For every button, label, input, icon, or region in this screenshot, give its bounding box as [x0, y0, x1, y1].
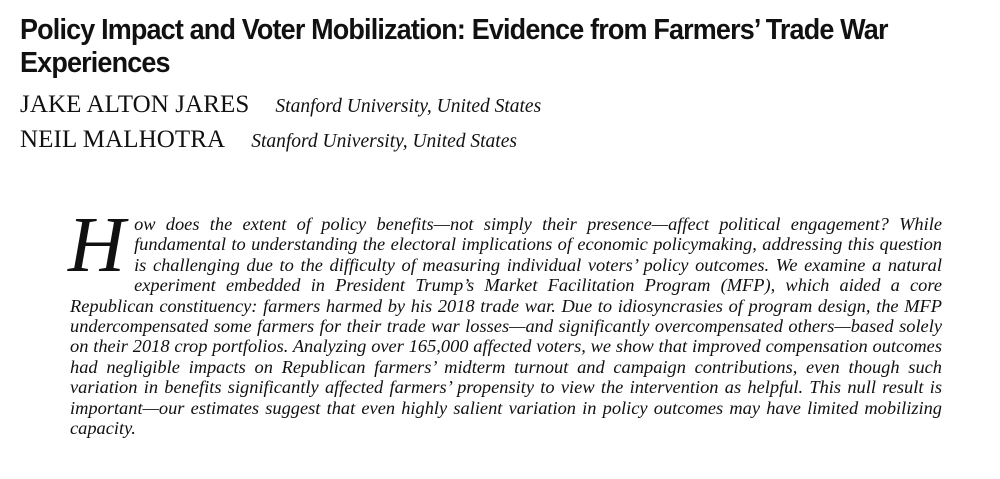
- author-affiliation: Stanford University, United States: [251, 131, 517, 152]
- abstract-text: ow does the extent of policy benefits—not simply their presence—affect political engagement? While fundamental to understanding the electoral implications of economic policymaking, addressing this question is challenging due to the difficulty of measuring individual voters’ policy outcomes. We examine a natural experiment embedded in President Trump’s Market Facilitation Program (MFP), which aided a core Republican constituency: farmers harmed by his 2018 trade war. Due to idiosyncrasies of program design, the MFP undercompensated some farmers for their trade war losses—and significantly overcompensated others—based solely on their 2018 crop portfolios. Analyzing over 165,000 affected voters, we show that improved compensation outcomes had negligible impacts on Republican farmers’ midterm turnout and campaign contributions, even though such variation in benefits significantly affected farmers’ propensity to view the intervention as helpful. This null result is important—our estimates suggest that even highly salient variation in policy outcomes may have limited mobilizing capacity.: [70, 214, 942, 439]
- abstract-dropcap: H: [68, 202, 126, 289]
- author-list: [20, 91, 920, 161]
- paper-title: Policy Impact and Voter Mobilization: Evidence from Farmers’ Trade War Experiences: [20, 14, 888, 79]
- author-row: [20, 126, 920, 161]
- abstract: [68, 202, 942, 439]
- author-row: [20, 91, 920, 126]
- author-name: JAKE ALTON JARES: [20, 91, 250, 118]
- author-affiliation: Stanford University, United States: [275, 96, 542, 117]
- author-name: NEIL MALHOTRA: [20, 126, 226, 153]
